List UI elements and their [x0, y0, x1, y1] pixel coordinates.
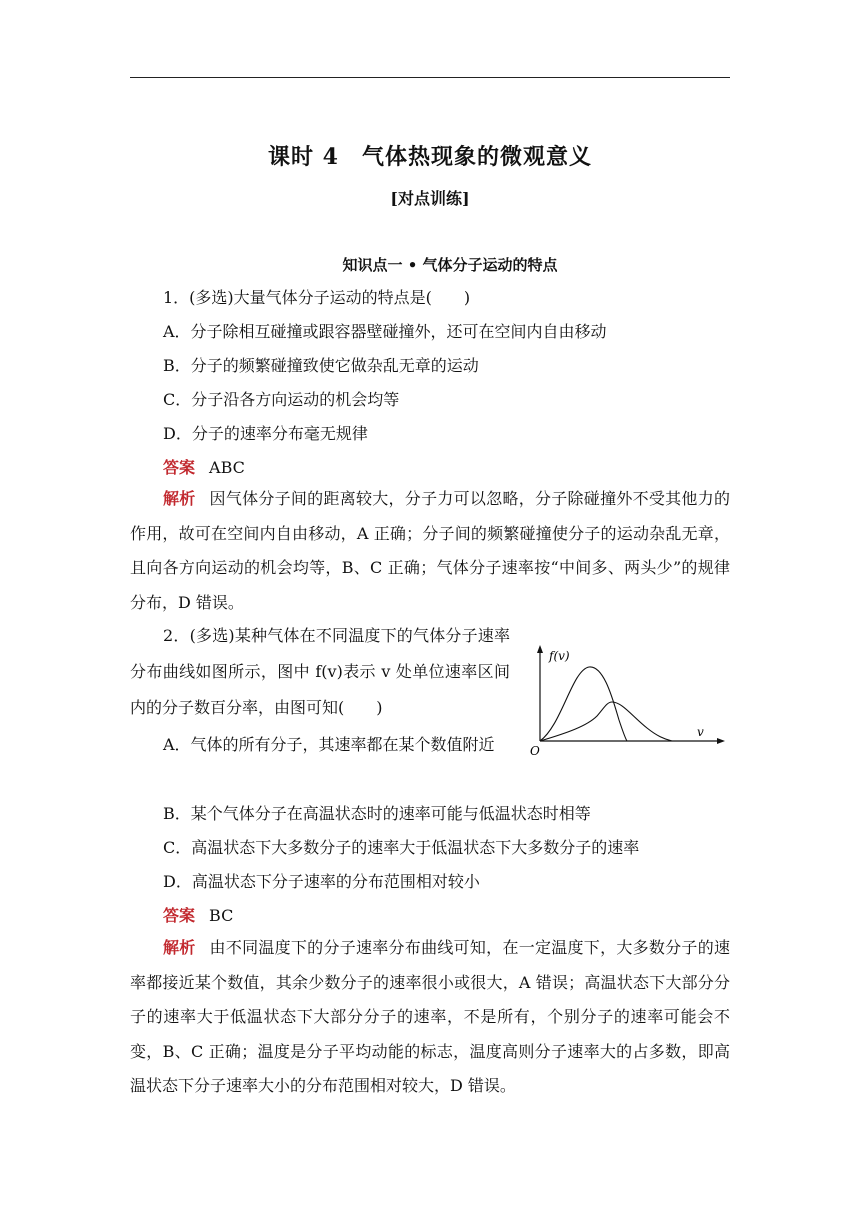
q1-stem: 1．(多选)大量气体分子运动的特点是( ): [163, 288, 471, 307]
q2-answer-label: 答案: [163, 906, 196, 925]
q1-answer: [163, 451, 763, 485]
q1-answer-value: ABC: [209, 458, 245, 477]
origin-label: O: [530, 744, 540, 758]
q2-analysis: [130, 931, 730, 1104]
q2-option-d: D．高温状态下分子速率的分布范围相对较小: [163, 872, 480, 891]
q1-option-b: B．分子的频繁碰撞致使它做杂乱无章的运动: [163, 356, 479, 375]
section-heading: 知识点一 • 气体分子运动的特点: [342, 256, 558, 274]
q2-option-c: C．高温状态下大多数分子的速率大于低温状态下大多数分子的速率: [163, 838, 640, 857]
page-title: 课时 4 气体热现象的微观意义: [268, 144, 592, 170]
q1-analysis-label: 解析: [163, 489, 196, 508]
y-axis-label: f(v): [549, 649, 570, 663]
q1-option-d: D．分子的速率分布毫无规律: [163, 424, 368, 443]
q1-option-c: C．分子沿各方向运动的机会均等: [163, 390, 400, 409]
q2-option-a-text: A．气体的所有分子，其速率都在某个数值附近: [163, 735, 495, 754]
q1-option-a: A．分子除相互碰撞或跟容器壁碰撞外，还可在空间内自由移动: [163, 322, 607, 341]
y-axis-arrow: [537, 645, 543, 653]
page-subtitle: [对点训练]: [390, 189, 470, 208]
q1-analysis: [130, 482, 730, 620]
q1-analysis-text: 因气体分子间的距离较大，分子力可以忽略，分子除碰撞外不受其他力的作用，故可在空间内自由移动，A 正确；分子间的频繁碰撞使分子的运动杂乱无章，且向各方向运动的机会均等，B、C 正确；气体分子速率按“中间多、两头少”的规律分布，D 错误。: [130, 489, 730, 612]
top-rule: [130, 77, 730, 78]
q2-answer-value: BC: [209, 906, 234, 925]
q1-answer-label: 答案: [163, 458, 196, 477]
q2-answer: [163, 899, 763, 933]
q2-analysis-text: 由不同温度下的分子速率分布曲线可知，在一定温度下，大多数分子的速率都接近某个数值，其余少数分子的速率很小或很大，A 错误；高温状态下大部分分子的速率大于低温状态下大部分分子的速率，不是所有，个别分子的速率可能会不变，B、C 正确；温度是分子平均动能的标志，温度高则分子速率大的占多数，即高温状态下分子速率大小的分布范围相对较大，D 错误。: [130, 938, 730, 1095]
q2-option-a: [163, 727, 763, 763]
q2-stem: 2．(多选)某种气体在不同温度下的气体分子速率分布曲线如图所示，图中 f(v)表示 v 处单位速率区间内的分子数百分率，由图可知( ): [130, 626, 510, 717]
x-axis-label: v: [697, 725, 704, 739]
q2-analysis-label: 解析: [163, 938, 196, 957]
q2-option-b: B．某个气体分子在高温状态时的速率可能与低温状态时相等: [163, 804, 591, 823]
